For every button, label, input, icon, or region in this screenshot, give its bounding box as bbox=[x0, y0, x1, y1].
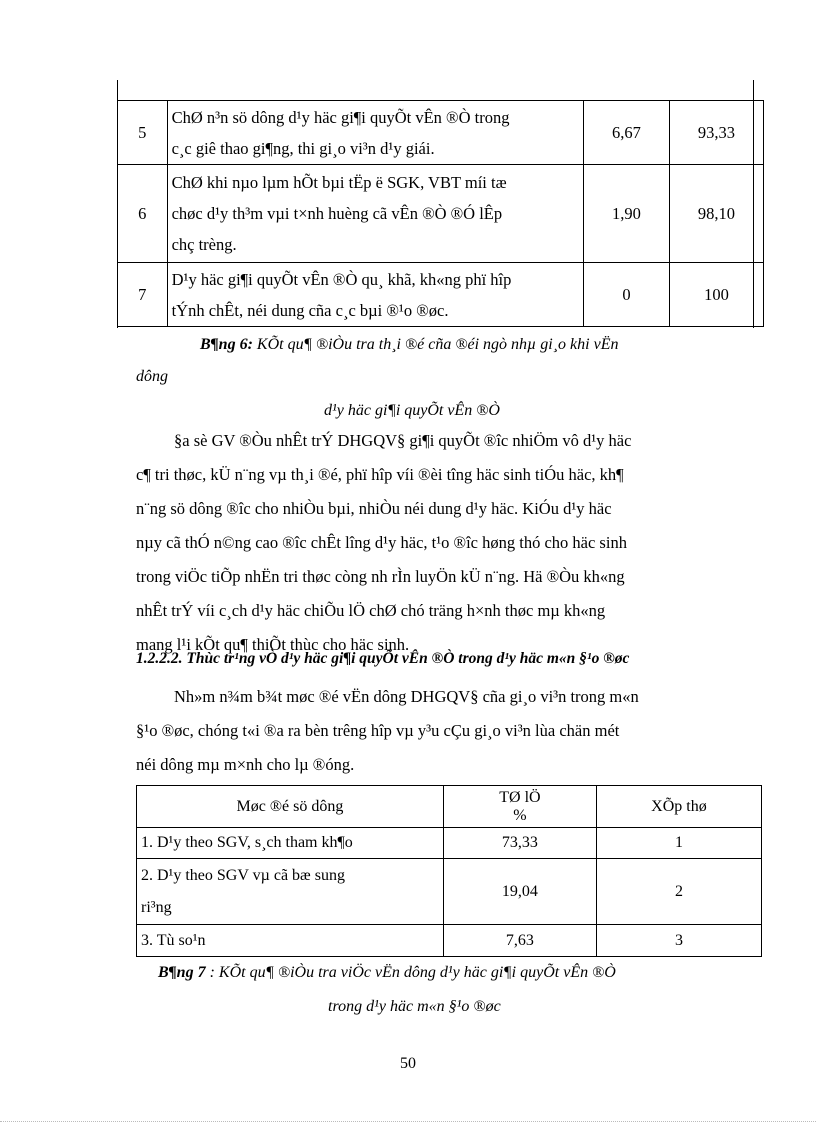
page-number: 50 bbox=[400, 1055, 416, 1072]
paragraph-line: §a sè GV ®Òu nhÊt trÝ DHGQV§ gi¶i quyÕt ®îc nhiÖm vô d¹y häc bbox=[174, 431, 632, 450]
paragraph-line: néi dông mµ m×nh cho lµ ®óng. bbox=[136, 755, 355, 774]
percent-value-b: 98,10 bbox=[669, 165, 763, 263]
level-label: 1. D¹y theo SGV, s¸ch tham kh¶o bbox=[137, 828, 444, 859]
paragraph-1 bbox=[136, 424, 726, 662]
table7-caption bbox=[158, 960, 616, 986]
table-header-row bbox=[137, 786, 762, 828]
paragraph-line: c¶ tri thøc, kÜ n¨ng vµ th¸i ®é, phï hîp víi ®èi tîng häc sinh tiÓu häc, kh¶ bbox=[136, 465, 624, 484]
level-label bbox=[137, 859, 444, 925]
table7-caption-cont: trong d¹y häc m«n §¹o ®øc bbox=[328, 998, 501, 1015]
row-statement bbox=[167, 165, 583, 263]
row-statement bbox=[167, 101, 583, 165]
paragraph-line: Nh»m n¾m b¾t møc ®é vËn dông DHGQV§ cña gi¸o vi³n trong m«n bbox=[174, 687, 639, 706]
percent-value: 19,04 bbox=[443, 859, 596, 925]
paragraph-line: mang l¹i kÕt qu¶ thiÕt thùc cho häc sinh. bbox=[136, 635, 410, 654]
paragraph-line: nhÊt trÝ víi c¸ch d¹y häc chiÕu lÖ chØ chó träng h×nh thøc mµ kh«ng bbox=[136, 601, 606, 620]
rank-value: 1 bbox=[596, 828, 761, 859]
table6-caption-cont: d¹y häc gi¶i quyÕt vÊn ®Ò bbox=[324, 402, 500, 419]
table-row bbox=[118, 263, 764, 327]
rank-value: 2 bbox=[596, 859, 761, 925]
percent-value: 7,63 bbox=[443, 925, 596, 957]
rank-value: 3 bbox=[596, 925, 761, 957]
statement-line: chç trèng. bbox=[171, 235, 237, 254]
survey-table-6 bbox=[117, 100, 764, 327]
caption-label: B¶ng 7 bbox=[158, 964, 206, 981]
row-number: 6 bbox=[118, 165, 168, 263]
statement-line: D¹y häc gi¶i quyÕt vÊn ®Ò qu¸ khã, kh«ng phï hîp bbox=[171, 269, 512, 289]
caption-text: : KÕt qu¶ ®iÒu tra viÖc vËn dông d¹y häc gi¶i quyÕt vÊn ®Ò bbox=[205, 964, 616, 981]
table-row bbox=[137, 925, 762, 957]
statement-line: c¸c giê thao gi¶ng, thi gi¸o vi³n d¹y giái. bbox=[171, 138, 435, 158]
level-label-line: ri³ng bbox=[141, 898, 172, 916]
survey-table-7 bbox=[136, 785, 762, 957]
row-statement bbox=[167, 263, 583, 327]
section-heading: 1.2.2.2. Thùc tr¹ng vÒ d¹y häc gi¶i quyÕt vÊn ®Ò trong d¹y häc m«n §¹o ®øc bbox=[136, 650, 630, 667]
paragraph-line: n¨ng sö dông ®îc cho nhiÒu bµi, nhiÒu néi dung d¹y häc. KiÓu d¹y häc bbox=[136, 499, 612, 518]
table-row bbox=[118, 165, 764, 263]
header-level: Møc ®é sö dông bbox=[137, 786, 444, 828]
table6-caption-cont: dông bbox=[136, 368, 168, 385]
row-number: 7 bbox=[118, 263, 168, 327]
table-row bbox=[137, 859, 762, 925]
statement-line: tÝnh chÊt, néi dung cña c¸c bµi ®¹o ®øc. bbox=[171, 300, 449, 320]
header-percent-line: TØ lÖ bbox=[499, 788, 541, 806]
table-row bbox=[118, 101, 764, 165]
header-rank: XÕp thø bbox=[596, 786, 761, 828]
percent-value: 73,33 bbox=[443, 828, 596, 859]
statement-line: ChØ khi nµo lµm hÕt bµi tËp ë SGK, VBT míi tæ bbox=[171, 173, 507, 192]
paragraph-line: nµy cã thÓ n©ng cao ®îc chÊt lîng d¹y häc, t¹o ®îc høng thó cho häc sinh bbox=[136, 533, 627, 552]
table-row bbox=[137, 828, 762, 859]
header-percent-line: % bbox=[513, 806, 527, 824]
header-percent bbox=[443, 786, 596, 828]
paragraph-2 bbox=[136, 680, 726, 782]
percent-value-b: 100 bbox=[669, 263, 763, 327]
percent-value-a: 0 bbox=[584, 263, 670, 327]
percent-value-a: 1,90 bbox=[584, 165, 670, 263]
paragraph-line: §¹o ®øc, chóng t«i ®a ra bèn trêng hîp vµ y³u cÇu gi¸o vi³n lùa chän mét bbox=[136, 721, 620, 740]
caption-text: KÕt qu¶ ®iÒu tra th¸i ®é cña ®éi ngò nhµ gi¸o khi vËn bbox=[252, 336, 619, 353]
statement-line: chøc d¹y th³m vµi t×nh huèng cã vÊn ®Ò ®Ó lÊp bbox=[171, 204, 503, 223]
paragraph-line: trong viÖc tiÕp nhËn tri thøc còng nh rÌn luyÖn kÜ n¨ng. Hä ®Òu kh«ng bbox=[136, 567, 625, 586]
caption-label: B¶ng 6: bbox=[200, 336, 253, 353]
percent-value-a: 6,67 bbox=[584, 101, 670, 165]
row-number: 5 bbox=[118, 101, 168, 165]
level-label: 3. Tù so¹n bbox=[137, 925, 444, 957]
level-label-line: 2. D¹y theo SGV vµ cã bæ sung bbox=[141, 866, 345, 884]
statement-line: ChØ n³n sö dông d¹y häc gi¶i quyÕt vÊn ®Ò trong bbox=[171, 107, 510, 127]
percent-value-b: 93,33 bbox=[669, 101, 763, 165]
table6-caption bbox=[200, 332, 618, 358]
